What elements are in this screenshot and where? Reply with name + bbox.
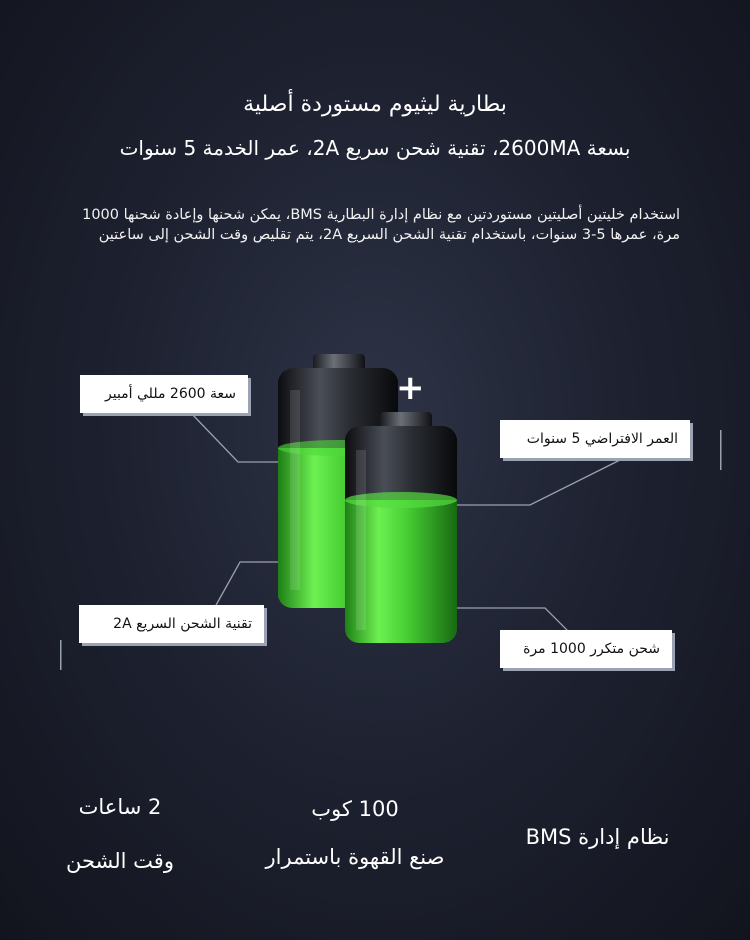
battery-illustration	[0, 340, 750, 670]
stat-coffee	[235, 797, 475, 869]
battery-front	[345, 412, 457, 643]
page-title: بطارية ليثيوم مستوردة أصلية	[243, 92, 507, 117]
label-lifetime: العمر الافتراضي 5 سنوات	[500, 420, 690, 458]
label-fast-charge: تقنية الشحن السريع 2A	[79, 605, 264, 643]
stat-charge-time-value: 2 ساعات	[78, 795, 162, 819]
stat-charge-time-caption: وقت الشحن	[66, 849, 174, 873]
plus-icon: +	[396, 368, 425, 408]
label-capacity: سعة 2600 مللي أمبير	[80, 375, 248, 413]
stat-bms	[505, 825, 690, 849]
description-text: استخدام خليتين أصليتين مستوردتين مع نظام إدارة البطارية BMS، يمكن شحنها وإعادة شحنها 1000 مرة، عمرها 5-3 سنوات، باستخدام تقنية الشحن السريع 2A، يتم تقليص وقت الشحن إلى ساعتين	[82, 207, 680, 243]
stat-coffee-caption: صنع القهوة باستمرار	[265, 845, 445, 869]
stat-coffee-value: 100 كوب	[311, 797, 399, 821]
stat-charge-time	[45, 795, 195, 873]
stat-bms-caption: نظام إدارة BMS	[525, 825, 670, 849]
page-subtitle: بسعة 2600MA، تقنية شحن سريع 2A، عمر الخدمة 5 سنوات	[119, 136, 631, 160]
label-cycles: شحن متكرر 1000 مرة	[500, 630, 672, 668]
